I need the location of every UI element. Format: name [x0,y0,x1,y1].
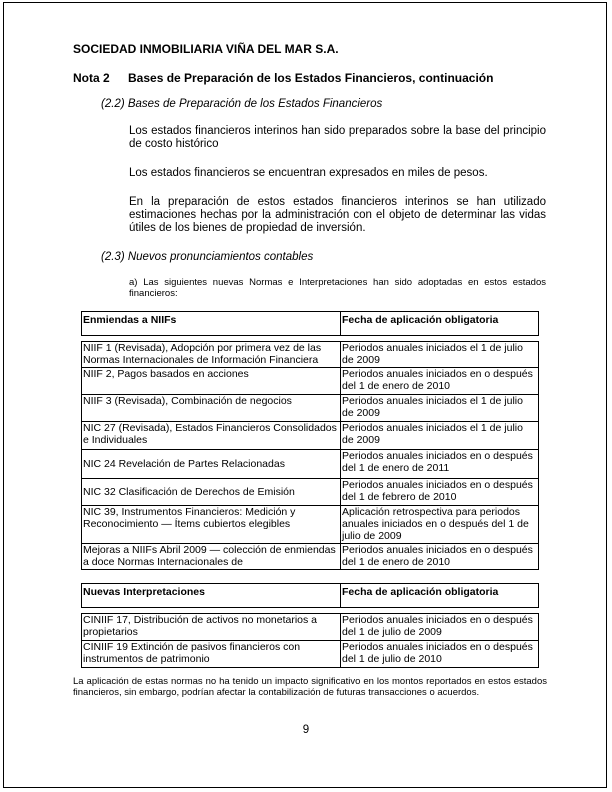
table-row [82,614,539,641]
enmiendas-table [81,311,539,570]
header-interpretaciones: Nuevas Interpretaciones [82,584,341,608]
norma-cell: CINIIF 19 Extinción de pasivos financieros con instrumentos de patrimonio [82,641,341,668]
fecha-cell: Periodos anuales iniciados en o después del 1 de febrero de 2010 [341,479,539,506]
norma-cell: NIIF 1 (Revisada), Adopción por primera vez de las Normas Internacionales de Información Financiera [82,342,341,368]
section-2-2-heading: (2.2) Bases de Preparación de los Estados Financieros [101,98,383,110]
norma-cell: NIIF 2, Pagos basados en acciones [82,368,341,395]
norma-cell: NIC 39, Instrumentos Financieros: Medición y Reconocimiento — Ítems cubiertos elegibles [82,506,341,544]
table-row [82,342,539,368]
paragraph-cost-basis: Los estados financieros interinos han sido preparados sobre la base del principio de costo histórico [129,125,546,150]
norma-cell: NIIF 3 (Revisada), Combinación de negocios [82,395,341,422]
fecha-cell: Aplicación retrospectiva para periodos anuales iniciados en o después del 1 de julio de 2009 [341,506,539,544]
table-header-row [82,312,539,336]
header-enmiendas: Enmiendas a NIIFs [82,312,341,336]
page-number: 9 [302,724,310,736]
table-row [82,395,539,422]
fecha-cell: Periodos anuales iniciados el 1 de julio de 2009 [341,342,539,368]
header-fecha: Fecha de aplicación obligatoria [341,584,539,608]
table-row [82,422,539,450]
table-header-row [82,584,539,608]
table-row [82,368,539,395]
header-fecha: Fecha de aplicación obligatoria [341,312,539,336]
table-row [82,641,539,668]
table-row [82,506,539,544]
section-2-3-heading: (2.3) Nuevos pronunciamientos contables [101,251,314,263]
norma-cell: CINIIF 17, Distribución de activos no monetarios a propietarios [82,614,341,641]
norma-cell: NIC 27 (Revisada), Estados Financieros Consolidados e Individuales [82,422,341,450]
note-title: Bases de Preparación de los Estados Financieros, continuación [128,71,494,85]
fecha-cell: Periodos anuales iniciados en o después del 1 de julio de 2010 [341,641,539,668]
table-row [82,544,539,570]
fecha-cell: Periodos anuales iniciados el 1 de julio de 2009 [341,422,539,450]
interpretaciones-table [81,583,539,668]
table-row [82,479,539,506]
fecha-cell: Periodos anuales iniciados en o después del 1 de enero de 2010 [341,368,539,395]
norma-cell: NIC 24 Revelación de Partes Relacionadas [82,450,341,479]
fecha-cell: Periodos anuales iniciados en o después del 1 de julio de 2009 [341,614,539,641]
note-number: Nota 2 [73,71,110,85]
company-name: SOCIEDAD INMOBILIARIA VIÑA DEL MAR S.A. [73,42,339,56]
closing-paragraph: La aplicación de estas normas no ha tenido un impacto significativo en los montos reportados en estos estados financieros, sin embargo, podrían afectar la contabilización de futuras transacciones o acuerdos. [73,676,547,698]
paragraph-estimates: En la preparación de estos estados financieros interinos se han utilizado estimaciones hechas por la administración con el objeto de determinar las vidas útiles de los bienes de propiedad de inversión. [129,196,546,234]
fecha-cell: Periodos anuales iniciados en o después del 1 de enero de 2010 [341,544,539,570]
fecha-cell: Periodos anuales iniciados en o después del 1 de enero de 2011 [341,450,539,479]
norma-cell: NIC 32 Clasificación de Derechos de Emisión [82,479,341,506]
table-row [82,450,539,479]
norma-cell: Mejoras a NIIFs Abril 2009 — colección de enmiendas a doce Normas Internacionales de [82,544,341,570]
paragraph-currency: Los estados financieros se encuentran expresados en miles de pesos. [129,167,488,179]
fecha-cell: Periodos anuales iniciados el 1 de julio de 2009 [341,395,539,422]
item-a-text: a) Las siguientes nuevas Normas e Interpretaciones han sido adoptadas en estos estados financieros: [129,277,546,299]
